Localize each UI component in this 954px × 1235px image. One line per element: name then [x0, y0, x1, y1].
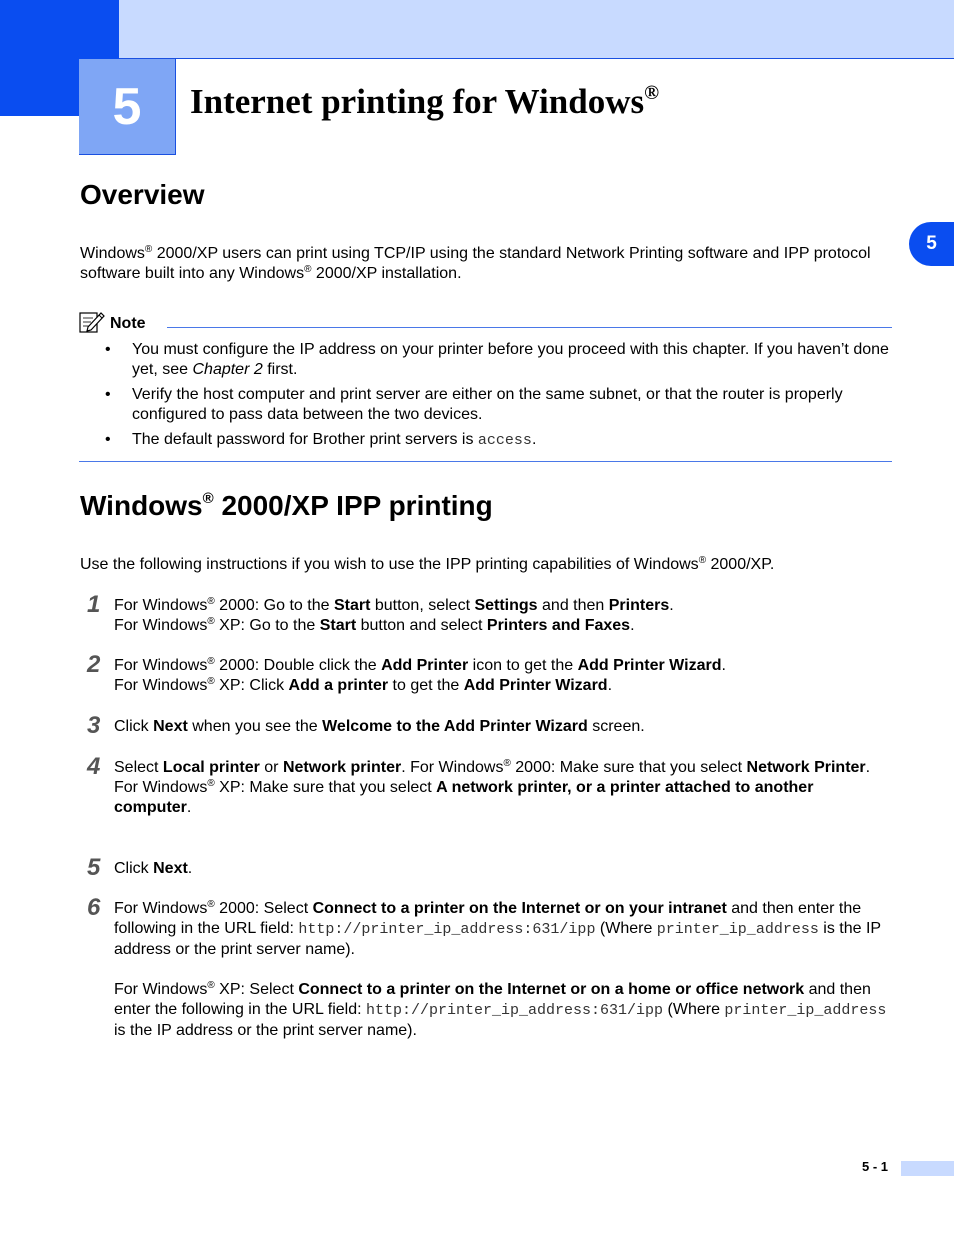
list-item: • The default password for Brother print servers is access. — [105, 431, 537, 449]
note-rule — [167, 327, 892, 328]
step-1: 1 For Windows® 2000: Go to the Start button, select Settings and then Printers. For Windows® XP: Go to the Start button and select Printers and Faxes. — [87, 591, 674, 634]
note-list — [80, 340, 892, 456]
step-number: 2 — [87, 651, 101, 678]
url-example: http://printer_ip_address:631/ipp — [298, 921, 596, 938]
footer-bar — [901, 1161, 954, 1176]
chapter-title: Internet printing for Windows® — [190, 82, 660, 121]
step-number: 6 — [87, 894, 101, 921]
note-end-rule — [79, 461, 892, 462]
header-band — [119, 0, 954, 58]
header-rule — [119, 58, 954, 59]
note-header — [79, 310, 892, 336]
note-label: Note — [110, 315, 146, 332]
ip-variable: printer_ip_address — [656, 921, 819, 938]
step-5: 5 Click Next. — [87, 854, 193, 881]
ipp-heading: Windows® 2000/XP IPP printing — [80, 490, 493, 521]
chapter-side-tab: 5 — [909, 222, 954, 266]
ip-variable: printer_ip_address — [724, 1002, 887, 1019]
page-number: 5 - 1 — [862, 1159, 889, 1174]
step-6: 6 For Windows® 2000: Select Connect to a printer on the Internet or on your intranet and then enter the following in the URL field: http://printer_ip_address:631/ipp (Where printer_ip_address is the IP address or the print server name). For Windows® XP: Select Connect to a printer on the Internet or on a home or office network and then enter the following in the URL field: http://printer_ip_address:631/ipp (Where printer_ip_address is the IP address or the print server name). — [87, 894, 887, 1039]
step-2: 2 For Windows® 2000: Double click the Add Printer icon to get the Add Printer Wizard. For Windows® XP: Click Add a printer to get the Add Printer Wizard. — [87, 651, 726, 694]
step-number: 3 — [87, 712, 101, 739]
list-item: • Verify the host computer and print server are either on the same subnet, or that the router is properly configured to pass data between the two devices. — [105, 386, 843, 423]
step-number: 1 — [87, 591, 101, 618]
overview-paragraph: Windows® 2000/XP users can print using TCP/IP using the standard Network Printing software and IPP protocol software built into any Windows® 2000/XP installation. — [80, 244, 871, 282]
step-3: 3 Click Next when you see the Welcome to the Add Printer Wizard screen. — [87, 712, 645, 739]
chapter-number: 5 — [112, 77, 142, 136]
default-password: access — [477, 432, 532, 449]
step-number: 4 — [87, 753, 101, 780]
overview-heading: Overview — [80, 179, 205, 210]
ipp-intro: Use the following instructions if you wish to use the IPP printing capabilities of Windows® 2000/XP. — [80, 555, 775, 573]
chapter-number-box — [79, 59, 176, 155]
list-item: • You must configure the IP address on your printer before you proceed with this chapter. If you haven’t done yet, see Chapter 2 first. — [105, 341, 889, 378]
step-4: 4 Select Local printer or Network printer. For Windows® 2000: Make sure that you select Network Printer. For Windows® XP: Make sure that you select A network printer, or a printer attached to another computer. — [87, 753, 871, 816]
note-pencil-icon — [79, 310, 105, 334]
step-number: 5 — [87, 854, 101, 881]
url-example: http://printer_ip_address:631/ipp — [366, 1002, 664, 1019]
